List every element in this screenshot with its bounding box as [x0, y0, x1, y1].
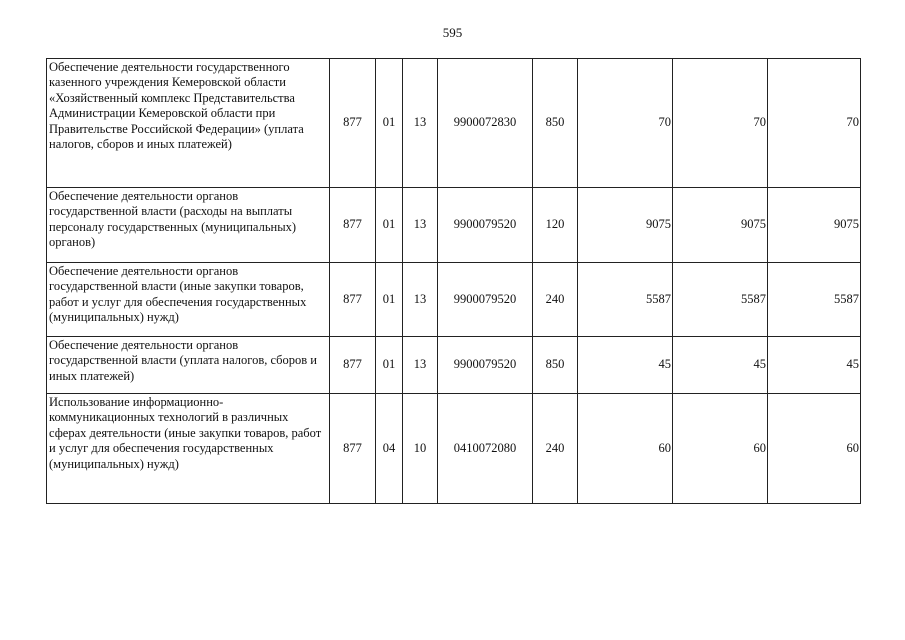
expense-type-code: 120 — [533, 188, 578, 263]
amount-3: 45 — [768, 337, 861, 394]
ministry-code: 877 — [330, 188, 376, 263]
section-code: 01 — [376, 337, 403, 394]
ministry-code: 877 — [330, 394, 376, 504]
row-description: Обеспечение деятельности государственного казенного учреждения Кемеровской области «Хозяйственный комплекс Представительства Администрации Кемеровской области при Правительстве Российской Федерации» (уплата налогов, сборов и иных платежей) — [47, 59, 330, 188]
section-code: 01 — [376, 188, 403, 263]
amount-3: 9075 — [768, 188, 861, 263]
amount-1: 60 — [578, 394, 673, 504]
row-description: Обеспечение деятельности органов государственной власти (иные закупки товаров, работ и услуг для обеспечения государственных (муниципальных) нужд) — [47, 263, 330, 337]
amount-1: 9075 — [578, 188, 673, 263]
ministry-code: 877 — [330, 263, 376, 337]
subsection-code: 13 — [403, 337, 438, 394]
section-code: 04 — [376, 394, 403, 504]
amount-3: 60 — [768, 394, 861, 504]
amount-1: 70 — [578, 59, 673, 188]
amount-2: 5587 — [673, 263, 768, 337]
target-article-code: 9900072830 — [438, 59, 533, 188]
amount-3: 70 — [768, 59, 861, 188]
subsection-code: 13 — [403, 188, 438, 263]
page-number: 595 — [442, 25, 463, 40]
amount-1: 45 — [578, 337, 673, 394]
subsection-code: 13 — [403, 263, 438, 337]
table-row — [47, 337, 861, 394]
target-article-code: 9900079520 — [438, 337, 533, 394]
expense-type-code: 850 — [533, 59, 578, 188]
target-article-code: 0410072080 — [438, 394, 533, 504]
table-row — [47, 188, 861, 263]
target-article-code: 9900079520 — [438, 263, 533, 337]
amount-2: 60 — [673, 394, 768, 504]
amount-2: 70 — [673, 59, 768, 188]
expense-type-code: 240 — [533, 394, 578, 504]
subsection-code: 10 — [403, 394, 438, 504]
table-row — [47, 263, 861, 337]
table-row — [47, 59, 861, 188]
expense-type-code: 240 — [533, 263, 578, 337]
row-description: Обеспечение деятельности органов государственной власти (расходы на выплаты персоналу государственных (муниципальных) органов) — [47, 188, 330, 263]
budget-table — [46, 58, 861, 504]
ministry-code: 877 — [330, 337, 376, 394]
row-description: Использование информационно-коммуникационных технологий в различных сферах деятельности (иные закупки товаров, работ и услуг для обеспечения государственных (муниципальных) нужд) — [47, 394, 330, 504]
ministry-code: 877 — [330, 59, 376, 188]
amount-2: 9075 — [673, 188, 768, 263]
amount-2: 45 — [673, 337, 768, 394]
amount-1: 5587 — [578, 263, 673, 337]
subsection-code: 13 — [403, 59, 438, 188]
amount-3: 5587 — [768, 263, 861, 337]
section-code: 01 — [376, 59, 403, 188]
section-code: 01 — [376, 263, 403, 337]
row-description: Обеспечение деятельности органов государственной власти (уплата налогов, сборов и иных платежей) — [47, 337, 330, 394]
expense-type-code: 850 — [533, 337, 578, 394]
target-article-code: 9900079520 — [438, 188, 533, 263]
table-row — [47, 394, 861, 504]
